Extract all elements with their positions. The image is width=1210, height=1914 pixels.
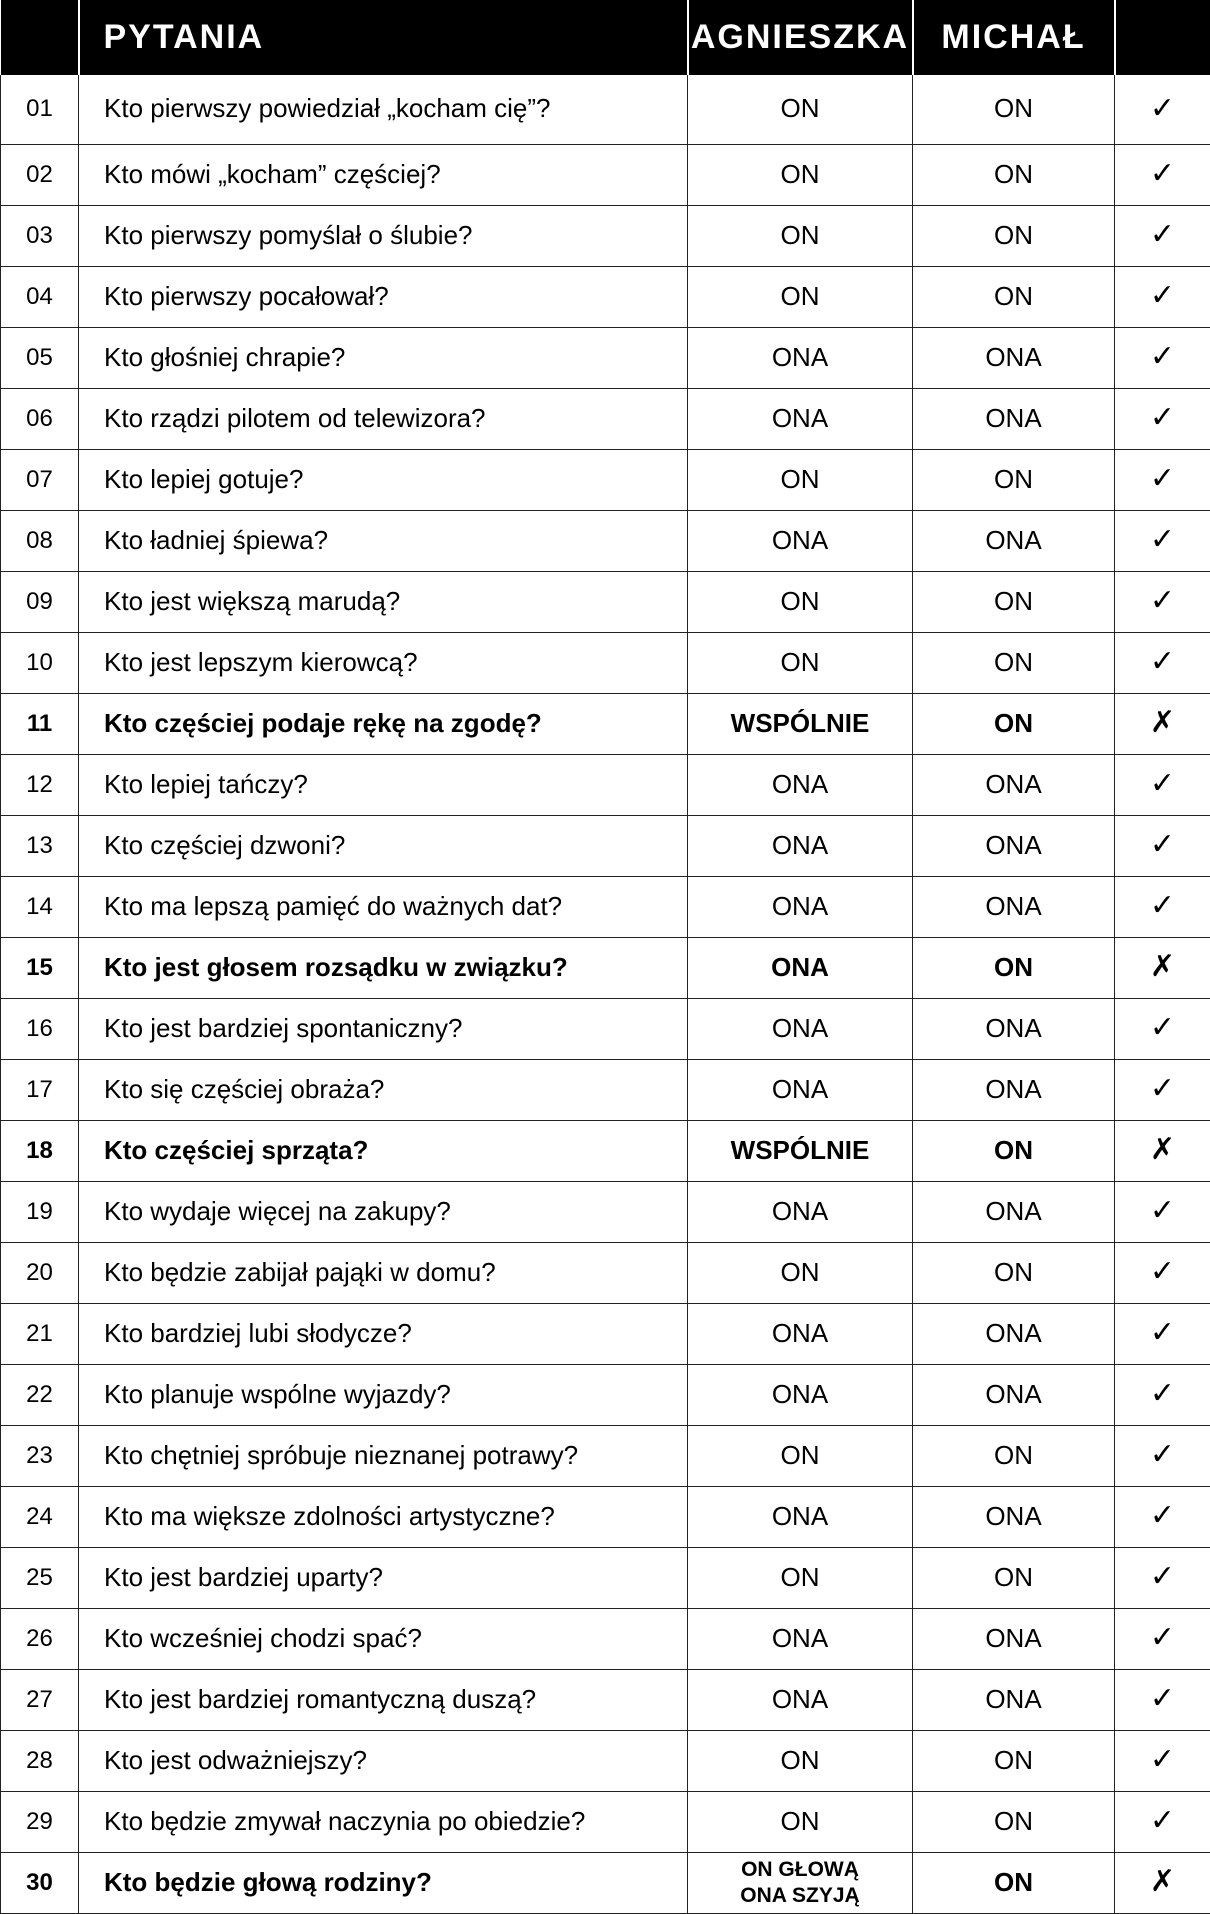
- answer-michal: ON: [913, 571, 1115, 632]
- row-number: 07: [1, 449, 79, 510]
- question-text: Kto głośniej chrapie?: [79, 327, 688, 388]
- answer-michal: ONA: [913, 998, 1115, 1059]
- match-mark: ✓: [1115, 815, 1210, 876]
- match-mark: ✓: [1115, 571, 1210, 632]
- answer-michal: ONA: [913, 1059, 1115, 1120]
- answer-agnieszka: ONA: [688, 876, 913, 937]
- answer-agnieszka: ON: [688, 1242, 913, 1303]
- table-row: [1, 1120, 1210, 1181]
- header-match: [1115, 0, 1210, 75]
- row-number: 03: [1, 205, 79, 266]
- table-row: [1, 1730, 1210, 1791]
- question-text: Kto jest bardziej spontaniczny?: [79, 998, 688, 1059]
- table-row: [1, 75, 1210, 144]
- match-mark: ✓: [1115, 754, 1210, 815]
- match-mark: ✓: [1115, 1364, 1210, 1425]
- question-text: Kto rządzi pilotem od telewizora?: [79, 388, 688, 449]
- header-number: [1, 0, 79, 75]
- answer-agnieszka: ONA: [688, 937, 913, 998]
- answer-agnieszka: ONA: [688, 1608, 913, 1669]
- answer-agnieszka: ONA: [688, 327, 913, 388]
- question-text: Kto wydaje więcej na zakupy?: [79, 1181, 688, 1242]
- match-mark: ✓: [1115, 998, 1210, 1059]
- table-row: [1, 1852, 1210, 1913]
- answer-michal: ON: [913, 693, 1115, 754]
- row-number: 30: [1, 1852, 79, 1913]
- answer-michal: ON: [913, 632, 1115, 693]
- table-row: [1, 327, 1210, 388]
- table-row: [1, 1059, 1210, 1120]
- answer-michal: ON: [913, 937, 1115, 998]
- answer-agnieszka: ONA: [688, 388, 913, 449]
- answer-agnieszka: ON: [688, 1425, 913, 1486]
- answer-agnieszka: ONA: [688, 1364, 913, 1425]
- answer-agnieszka: WSPÓLNIE: [688, 693, 913, 754]
- answer-agnieszka: ON: [688, 571, 913, 632]
- question-text: Kto jest lepszym kierowcą?: [79, 632, 688, 693]
- header-row: [1, 0, 1210, 75]
- answer-agnieszka: ONA: [688, 1181, 913, 1242]
- row-number: 11: [1, 693, 79, 754]
- answer-agnieszka: ONA: [688, 815, 913, 876]
- table-row: [1, 1669, 1210, 1730]
- match-mark: ✓: [1115, 1059, 1210, 1120]
- question-text: Kto jest bardziej romantyczną duszą?: [79, 1669, 688, 1730]
- question-text: Kto wcześniej chodzi spać?: [79, 1608, 688, 1669]
- quiz-rows: [1, 75, 1210, 1913]
- answer-agnieszka: ONA: [688, 998, 913, 1059]
- answer-line: ONA SZYJĄ: [688, 1883, 912, 1908]
- question-text: Kto ma większe zdolności artystyczne?: [79, 1486, 688, 1547]
- row-number: 06: [1, 388, 79, 449]
- row-number: 15: [1, 937, 79, 998]
- table-row: [1, 937, 1210, 998]
- answer-agnieszka: ONA: [688, 1303, 913, 1364]
- question-text: Kto chętniej spróbuje nieznanej potrawy?: [79, 1425, 688, 1486]
- match-mark: ✓: [1115, 144, 1210, 205]
- question-text: Kto będzie głową rodziny?: [79, 1852, 688, 1913]
- table-row: [1, 144, 1210, 205]
- answer-michal: ON: [913, 75, 1115, 144]
- question-text: Kto lepiej gotuje?: [79, 449, 688, 510]
- answer-michal: ONA: [913, 754, 1115, 815]
- match-mark: ✓: [1115, 1486, 1210, 1547]
- question-text: Kto bardziej lubi słodycze?: [79, 1303, 688, 1364]
- answer-agnieszka: ONA: [688, 754, 913, 815]
- answer-agnieszka: ONA: [688, 510, 913, 571]
- table-row: [1, 754, 1210, 815]
- question-text: Kto jest bardziej uparty?: [79, 1547, 688, 1608]
- table-row: [1, 1608, 1210, 1669]
- answer-agnieszka: ON: [688, 1791, 913, 1852]
- row-number: 10: [1, 632, 79, 693]
- row-number: 04: [1, 266, 79, 327]
- answer-michal: ON: [913, 449, 1115, 510]
- question-text: Kto lepiej tańczy?: [79, 754, 688, 815]
- row-number: 17: [1, 1059, 79, 1120]
- match-mark: ✓: [1115, 1730, 1210, 1791]
- table-row: [1, 1364, 1210, 1425]
- table-row: [1, 1547, 1210, 1608]
- question-text: Kto się częściej obraża?: [79, 1059, 688, 1120]
- answer-michal: ONA: [913, 510, 1115, 571]
- row-number: 23: [1, 1425, 79, 1486]
- match-mark: ✗: [1115, 937, 1210, 998]
- table-row: [1, 1425, 1210, 1486]
- answer-line: ON GŁOWĄ: [688, 1857, 912, 1882]
- match-mark: ✗: [1115, 1120, 1210, 1181]
- table-row: [1, 815, 1210, 876]
- table-row: [1, 1791, 1210, 1852]
- answer-agnieszka: [688, 1852, 913, 1913]
- match-mark: ✓: [1115, 876, 1210, 937]
- question-text: Kto częściej sprząta?: [79, 1120, 688, 1181]
- row-number: 14: [1, 876, 79, 937]
- match-mark: ✓: [1115, 1669, 1210, 1730]
- answer-michal: ONA: [913, 876, 1115, 937]
- question-text: Kto jest większą marudą?: [79, 571, 688, 632]
- row-number: 21: [1, 1303, 79, 1364]
- table-row: [1, 449, 1210, 510]
- answer-michal: ONA: [913, 1486, 1115, 1547]
- question-text: Kto ładniej śpiewa?: [79, 510, 688, 571]
- row-number: 20: [1, 1242, 79, 1303]
- match-mark: ✓: [1115, 75, 1210, 144]
- answer-agnieszka: ONA: [688, 1669, 913, 1730]
- question-text: Kto pierwszy powiedział „kocham cię”?: [79, 75, 688, 144]
- question-text: Kto będzie zmywał naczynia po obiedzie?: [79, 1791, 688, 1852]
- question-text: Kto częściej dzwoni?: [79, 815, 688, 876]
- match-mark: ✗: [1115, 693, 1210, 754]
- question-text: Kto jest odważniejszy?: [79, 1730, 688, 1791]
- answer-michal: ONA: [913, 1608, 1115, 1669]
- question-text: Kto ma lepszą pamięć do ważnych dat?: [79, 876, 688, 937]
- question-text: Kto jest głosem rozsądku w związku?: [79, 937, 688, 998]
- answer-michal: ON: [913, 205, 1115, 266]
- answer-agnieszka: ONA: [688, 1059, 913, 1120]
- answer-agnieszka: WSPÓLNIE: [688, 1120, 913, 1181]
- answer-michal: ON: [913, 1791, 1115, 1852]
- answer-agnieszka: ON: [688, 266, 913, 327]
- row-number: 27: [1, 1669, 79, 1730]
- answer-michal: ON: [913, 1730, 1115, 1791]
- table-row: [1, 632, 1210, 693]
- match-mark: ✓: [1115, 205, 1210, 266]
- match-mark: ✓: [1115, 1791, 1210, 1852]
- answer-agnieszka: ON: [688, 1547, 913, 1608]
- answer-michal: ON: [913, 1547, 1115, 1608]
- question-text: Kto będzie zabijał pająki w domu?: [79, 1242, 688, 1303]
- answer-agnieszka: ONA: [688, 1486, 913, 1547]
- answer-michal: ON: [913, 1120, 1115, 1181]
- row-number: 16: [1, 998, 79, 1059]
- answer-agnieszka: ON: [688, 1730, 913, 1791]
- question-text: Kto planuje wspólne wyjazdy?: [79, 1364, 688, 1425]
- row-number: 02: [1, 144, 79, 205]
- answer-michal: ONA: [913, 1364, 1115, 1425]
- question-text: Kto pierwszy pocałował?: [79, 266, 688, 327]
- answer-michal: ON: [913, 144, 1115, 205]
- row-number: 01: [1, 75, 79, 144]
- match-mark: ✓: [1115, 327, 1210, 388]
- question-text: Kto pierwszy pomyślał o ślubie?: [79, 205, 688, 266]
- table-row: [1, 876, 1210, 937]
- question-text: Kto mówi „kocham” częściej?: [79, 144, 688, 205]
- match-mark: ✓: [1115, 632, 1210, 693]
- match-mark: ✓: [1115, 388, 1210, 449]
- match-mark: ✓: [1115, 266, 1210, 327]
- header-agnieszka: AGNIESZKA: [688, 0, 913, 75]
- answer-michal: ONA: [913, 327, 1115, 388]
- row-number: 05: [1, 327, 79, 388]
- answer-michal: ON: [913, 266, 1115, 327]
- row-number: 13: [1, 815, 79, 876]
- table-row: [1, 693, 1210, 754]
- answer-michal: ONA: [913, 1303, 1115, 1364]
- table-row: [1, 205, 1210, 266]
- row-number: 29: [1, 1791, 79, 1852]
- match-mark: ✗: [1115, 1852, 1210, 1913]
- match-mark: ✓: [1115, 1425, 1210, 1486]
- match-mark: ✓: [1115, 1242, 1210, 1303]
- match-mark: ✓: [1115, 1181, 1210, 1242]
- answer-agnieszka: ON: [688, 449, 913, 510]
- table-row: [1, 998, 1210, 1059]
- table-row: [1, 1181, 1210, 1242]
- answer-michal: ON: [913, 1852, 1115, 1913]
- answer-agnieszka: ON: [688, 632, 913, 693]
- row-number: 08: [1, 510, 79, 571]
- answer-agnieszka: ON: [688, 144, 913, 205]
- match-mark: ✓: [1115, 449, 1210, 510]
- question-text: Kto częściej podaje rękę na zgodę?: [79, 693, 688, 754]
- table-row: [1, 571, 1210, 632]
- header-questions: PYTANIA: [79, 0, 688, 75]
- answer-michal: ONA: [913, 1669, 1115, 1730]
- answer-michal: ONA: [913, 815, 1115, 876]
- row-number: 09: [1, 571, 79, 632]
- answer-michal: ONA: [913, 388, 1115, 449]
- match-mark: ✓: [1115, 1608, 1210, 1669]
- table-row: [1, 510, 1210, 571]
- row-number: 24: [1, 1486, 79, 1547]
- row-number: 19: [1, 1181, 79, 1242]
- table-row: [1, 266, 1210, 327]
- answer-agnieszka: ON: [688, 75, 913, 144]
- table-row: [1, 1486, 1210, 1547]
- row-number: 22: [1, 1364, 79, 1425]
- header-michal: MICHAŁ: [913, 0, 1115, 75]
- answer-michal: ONA: [913, 1181, 1115, 1242]
- row-number: 12: [1, 754, 79, 815]
- row-number: 18: [1, 1120, 79, 1181]
- answer-michal: ON: [913, 1425, 1115, 1486]
- match-mark: ✓: [1115, 1303, 1210, 1364]
- table-row: [1, 1242, 1210, 1303]
- row-number: 26: [1, 1608, 79, 1669]
- match-mark: ✓: [1115, 1547, 1210, 1608]
- match-mark: ✓: [1115, 510, 1210, 571]
- answer-michal: ON: [913, 1242, 1115, 1303]
- table-row: [1, 388, 1210, 449]
- table-row: [1, 1303, 1210, 1364]
- row-number: 25: [1, 1547, 79, 1608]
- answer-agnieszka: ON: [688, 205, 913, 266]
- row-number: 28: [1, 1730, 79, 1791]
